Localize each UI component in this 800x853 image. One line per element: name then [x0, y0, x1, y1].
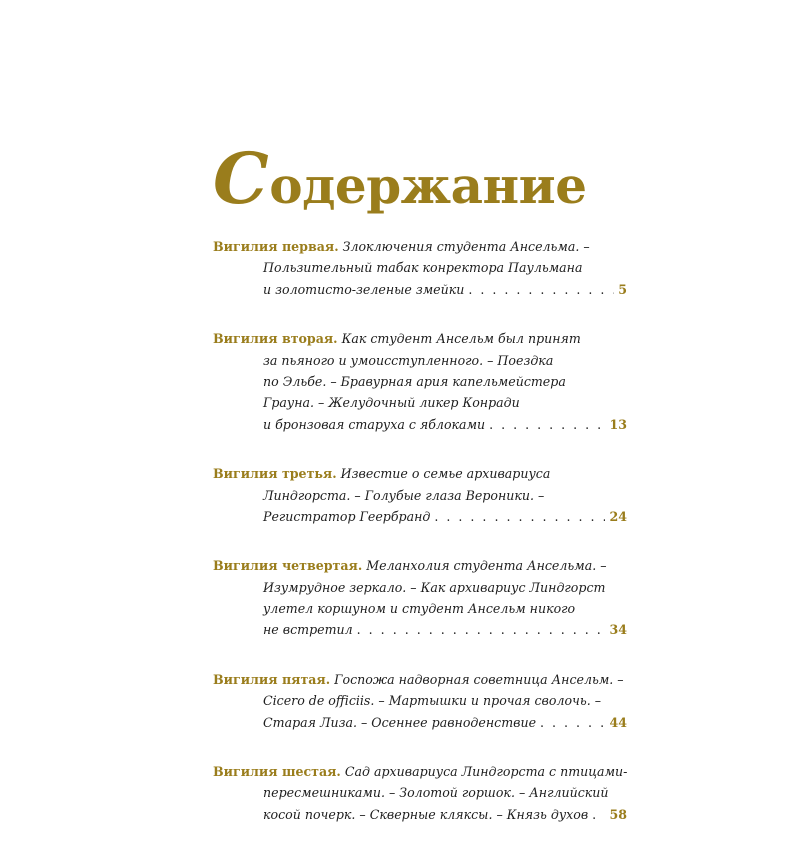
chapter-summary-line: Линдгорста. – Голубые глаза Вероники. – — [263, 487, 545, 503]
chapter-summary: Злоключения студента Ансельма. – — [342, 239, 590, 254]
chapter-summary-line: Cicero de officiis. – Мартышки и прочая сволочь. – — [263, 693, 602, 709]
chapter-summary-line: за пьяного и умоисступленного. – Поездка — [263, 352, 554, 368]
toc-entry[interactable] — [213, 328, 627, 435]
page-title — [213, 137, 587, 222]
toc-line-first — [213, 236, 627, 257]
chapter-heading: Вигилия четвертая. — [213, 558, 363, 574]
chapter-summary: Сад архивариуса Линдгорста с птицами- — [344, 764, 627, 780]
chapter-heading: Вигилия пятая. — [213, 671, 331, 687]
toc-line-first — [213, 463, 627, 484]
toc-entry[interactable] — [213, 463, 627, 527]
page-number: 34 — [609, 622, 627, 638]
toc-line-last — [213, 506, 627, 527]
chapter-summary: Госпожа надворная советница Ансельм. – — [334, 671, 624, 687]
ornamental-initial: С — [213, 137, 269, 220]
page-number: 5 — [618, 281, 627, 297]
title-rest: одержание — [269, 156, 587, 215]
chapter-summary-end: и золотисто-зеленые змейки — [263, 281, 465, 297]
chapter-summary-end: Старая Лиза. – Осеннее равноденствие — [263, 714, 537, 730]
chapter-summary-line: Грауна. – Желудочный ликер Конради — [263, 395, 520, 411]
chapter-summary-line: пересмешниками. – Золотой горшок. – Английский — [263, 785, 609, 801]
dot-leader — [592, 804, 605, 825]
toc-line-first — [213, 328, 627, 349]
toc-line-last — [213, 414, 627, 435]
chapter-summary-line: по Эльбе. – Бравурная ария капельмейстера — [263, 373, 566, 389]
toc-line-last — [213, 619, 627, 640]
chapter-summary-line: Изумрудное зеркало. – Как архивариус Линдгорст — [263, 579, 606, 595]
toc-line-first — [213, 669, 627, 690]
chapter-summary-line: улетел коршуном и студент Ансельм никого — [263, 601, 576, 617]
dot-leader — [540, 712, 605, 733]
toc-entry[interactable] — [213, 555, 627, 641]
toc-line-last — [213, 712, 627, 733]
chapter-summary-end: не встретил — [263, 622, 353, 638]
chapter-summary-end: косой почерк. – Скверные кляксы. – Князь духов — [263, 806, 589, 822]
page-number: 13 — [609, 416, 627, 432]
toc-line-first — [213, 555, 627, 576]
dot-leader — [357, 619, 606, 640]
chapter-heading: Вигилия шестая. — [213, 764, 341, 780]
chapter-summary: Известие о семье архивариуса — [340, 466, 551, 482]
table-of-contents — [213, 236, 627, 853]
dot-leader — [468, 279, 614, 300]
chapter-summary-end: и бронзовая старуха с яблоками — [263, 416, 486, 432]
toc-entry[interactable] — [213, 669, 627, 733]
toc-entry[interactable] — [213, 236, 627, 300]
toc-entry[interactable] — [213, 761, 627, 825]
chapter-summary: Меланхолия студента Ансельма. – — [366, 558, 607, 574]
chapter-summary-end: Регистратор Геербранд — [263, 508, 431, 524]
dot-leader — [489, 414, 605, 435]
page-number: 24 — [609, 508, 627, 524]
page-number: 58 — [609, 806, 627, 822]
toc-line-last — [213, 279, 627, 300]
chapter-heading: Вигилия вторая. — [213, 331, 338, 347]
page-number: 44 — [609, 714, 627, 730]
chapter-heading: Вигилия третья. — [213, 466, 337, 482]
chapter-summary-line: Пользительный табак конректора Паульмана — [263, 260, 583, 276]
toc-line-first — [213, 761, 627, 782]
chapter-heading: Вигилия первая. — [213, 239, 339, 254]
dot-leader — [434, 506, 605, 527]
toc-line-last — [213, 804, 627, 825]
chapter-summary: Как студент Ансельм был принят — [341, 331, 581, 347]
